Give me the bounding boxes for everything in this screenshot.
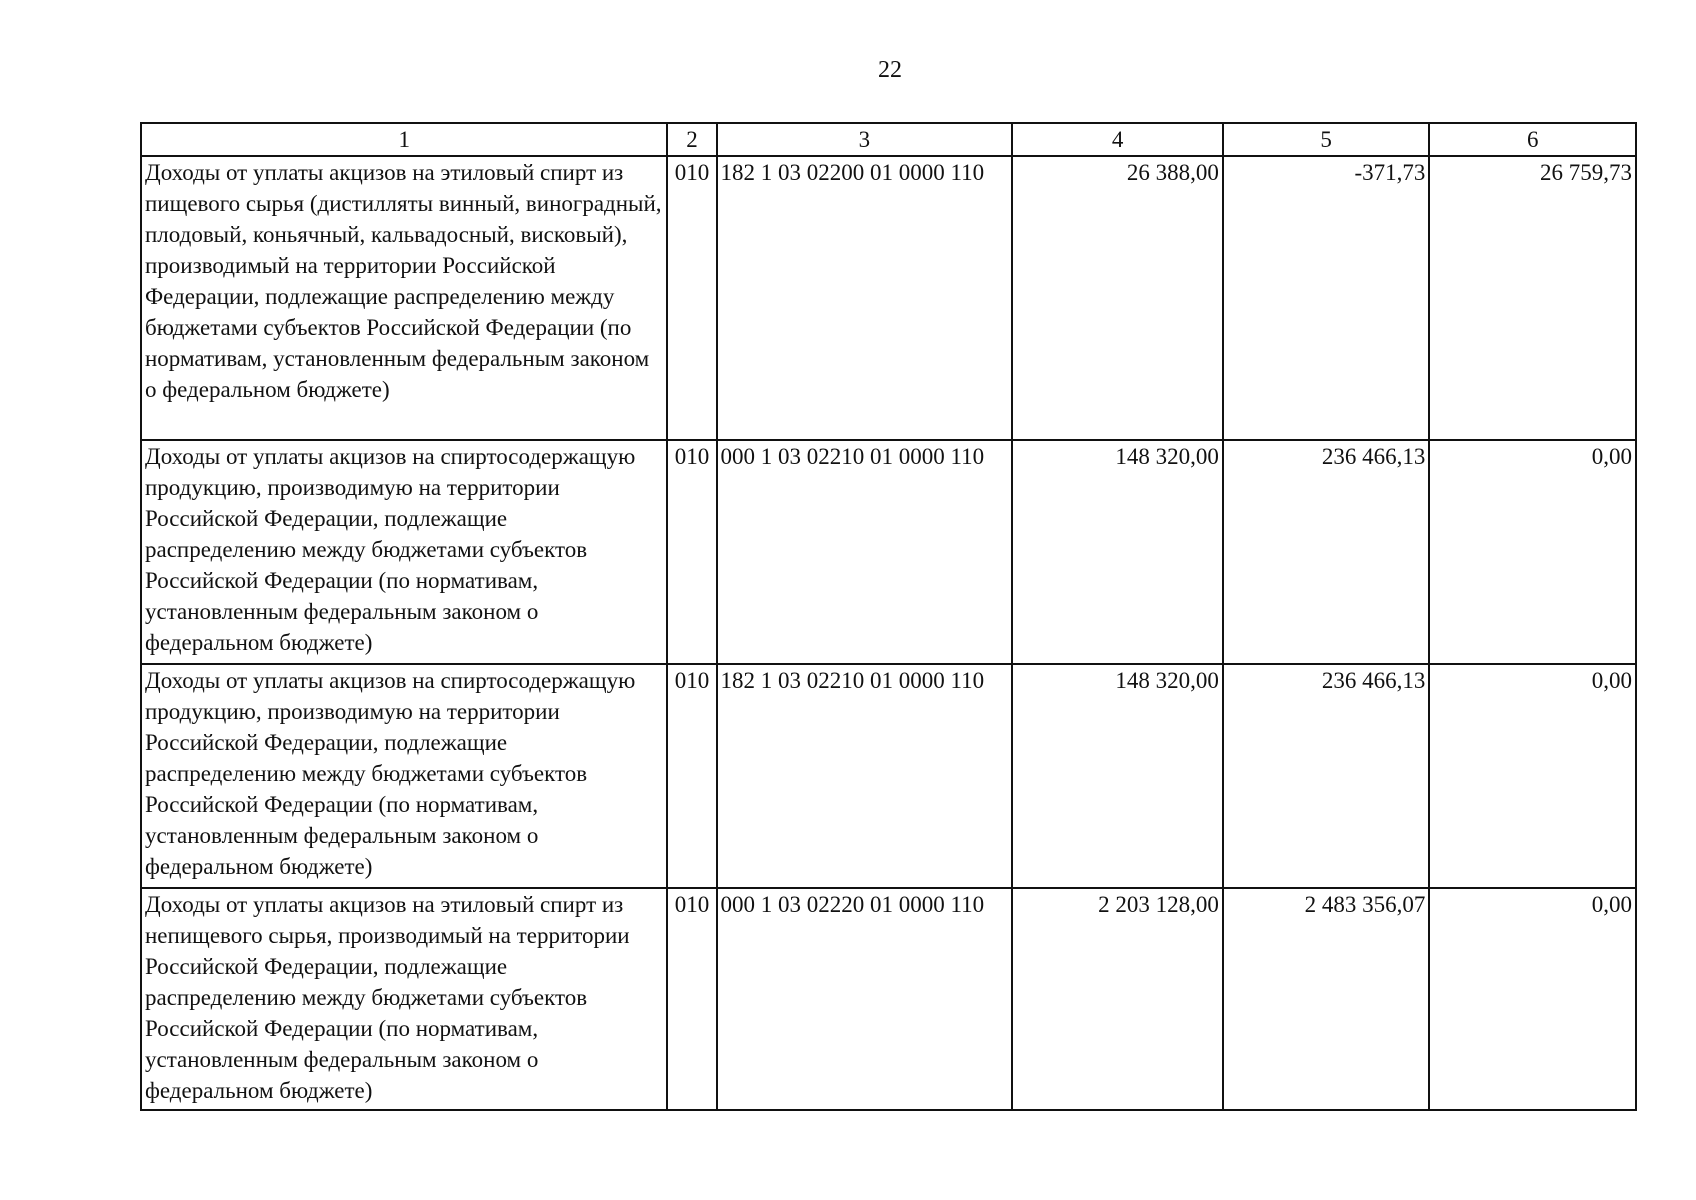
value-cell-col5: 236 466,13	[1223, 664, 1430, 888]
value-cell-col4: 148 320,00	[1012, 440, 1223, 664]
table-row	[141, 664, 1636, 888]
value-cell-col5: 236 466,13	[1223, 440, 1430, 664]
table-row	[141, 156, 1636, 440]
line-code-cell: 010	[667, 664, 716, 888]
value-cell-col4: 148 320,00	[1012, 664, 1223, 888]
line-code-cell: 010	[667, 156, 716, 440]
income-name-cell: Доходы от уплаты акцизов на спиртосодержащую продукцию, производимую на территории Российской Федерации, подлежащие распределению между бюджетами субъектов Российской Федерации (по нормативам, установленным федеральным законом о федеральном бюджете)	[141, 440, 667, 664]
line-code-cell: 010	[667, 888, 716, 1110]
column-header-3: 3	[717, 123, 1013, 156]
column-header-1: 1	[141, 123, 667, 156]
table-row	[141, 888, 1636, 1110]
budget-code-cell: 000 1 03 02210 01 0000 110	[717, 440, 1013, 664]
column-header-4: 4	[1012, 123, 1223, 156]
budget-code-cell: 182 1 03 02200 01 0000 110	[717, 156, 1013, 440]
value-cell-col6: 26 759,73	[1429, 156, 1636, 440]
budget-code-cell: 000 1 03 02220 01 0000 110	[717, 888, 1013, 1110]
column-header-5: 5	[1223, 123, 1430, 156]
value-cell-col4: 2 203 128,00	[1012, 888, 1223, 1110]
value-cell-col6: 0,00	[1429, 888, 1636, 1110]
value-cell-col5: 2 483 356,07	[1223, 888, 1430, 1110]
column-header-6: 6	[1429, 123, 1636, 156]
page-number: 22	[878, 57, 902, 83]
table-header-row	[141, 123, 1636, 156]
column-header-2: 2	[667, 123, 716, 156]
value-cell-col5: -371,73	[1223, 156, 1430, 440]
income-name-cell: Доходы от уплаты акцизов на этиловый спирт из пищевого сырья (дистилляты винный, виноградный, плодовый, коньячный, кальвадосный, висковый), производимый на территории Российской Федерации, подлежащие распределению между бюджетами субъектов Российской Федерации (по нормативам, установленным федеральным законом о федеральном бюджете)	[141, 156, 667, 440]
value-cell-col6: 0,00	[1429, 664, 1636, 888]
value-cell-col6: 0,00	[1429, 440, 1636, 664]
table-row	[141, 440, 1636, 664]
value-cell-col4: 26 388,00	[1012, 156, 1223, 440]
line-code-cell: 010	[667, 440, 716, 664]
income-name-cell: Доходы от уплаты акцизов на этиловый спирт из непищевого сырья, производимый на территории Российской Федерации, подлежащие распределению между бюджетами субъектов Российской Федерации (по нормативам, установленным федеральным законом о федеральном бюджете)	[141, 888, 667, 1110]
budget-table	[140, 122, 1637, 1111]
income-name-cell: Доходы от уплаты акцизов на спиртосодержащую продукцию, производимую на территории Российской Федерации, подлежащие распределению между бюджетами субъектов Российской Федерации (по нормативам, установленным федеральным законом о федеральном бюджете)	[141, 664, 667, 888]
budget-code-cell: 182 1 03 02210 01 0000 110	[717, 664, 1013, 888]
